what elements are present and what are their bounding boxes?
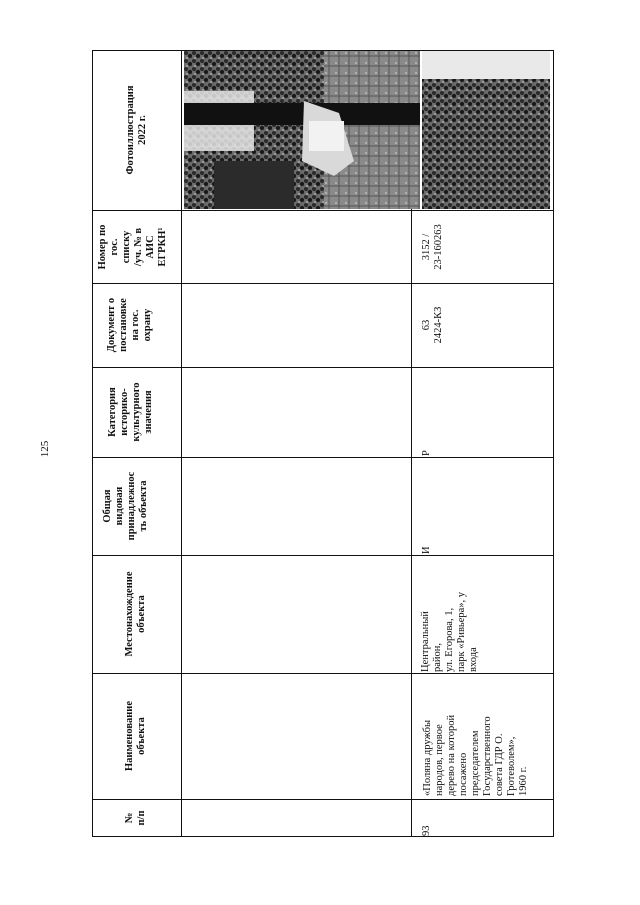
row-name: «Поляна дружбы народов, первое дерево на которой посажено председателем Государственного совета ГДР О. Гротеволем», 1960 г. [422,714,529,796]
column-separator [92,555,554,556]
header-ownership: Общая видовая принадлежнос ть объекта [102,471,149,541]
photo-cell [184,51,550,209]
row-location: Центральный район, ул. Егорова, 1, парк «Ривьера», у входа [420,591,479,672]
page-number: 125 [39,440,51,458]
column-separator [92,457,554,458]
column-separator [92,799,554,800]
header-num: № п/п [124,810,147,826]
header-registry: Номер по гос. списку /уч. № в АИС ЕГРКН¹ [97,224,168,270]
column-separator [92,367,554,368]
object-photo-image [184,51,550,209]
header-category: Категория историко- культурного значения [107,382,154,442]
row-registry: 3152 / 23-160263 [421,224,444,270]
header-document: Документ о постановке на гос. охрану [106,297,153,353]
row-num: 93 [421,825,432,836]
column-separator [92,673,554,674]
header-photo: Фотоиллюстрация 2022 г. [125,85,148,175]
row-document: 63 2424-КЗ [421,306,444,344]
row-separator [181,50,182,837]
header-name: Наименование объекта [124,701,147,771]
row-ownership: И [421,546,432,554]
header-location: Местонахождение объекта [124,571,147,657]
row-category: Р [421,450,432,456]
